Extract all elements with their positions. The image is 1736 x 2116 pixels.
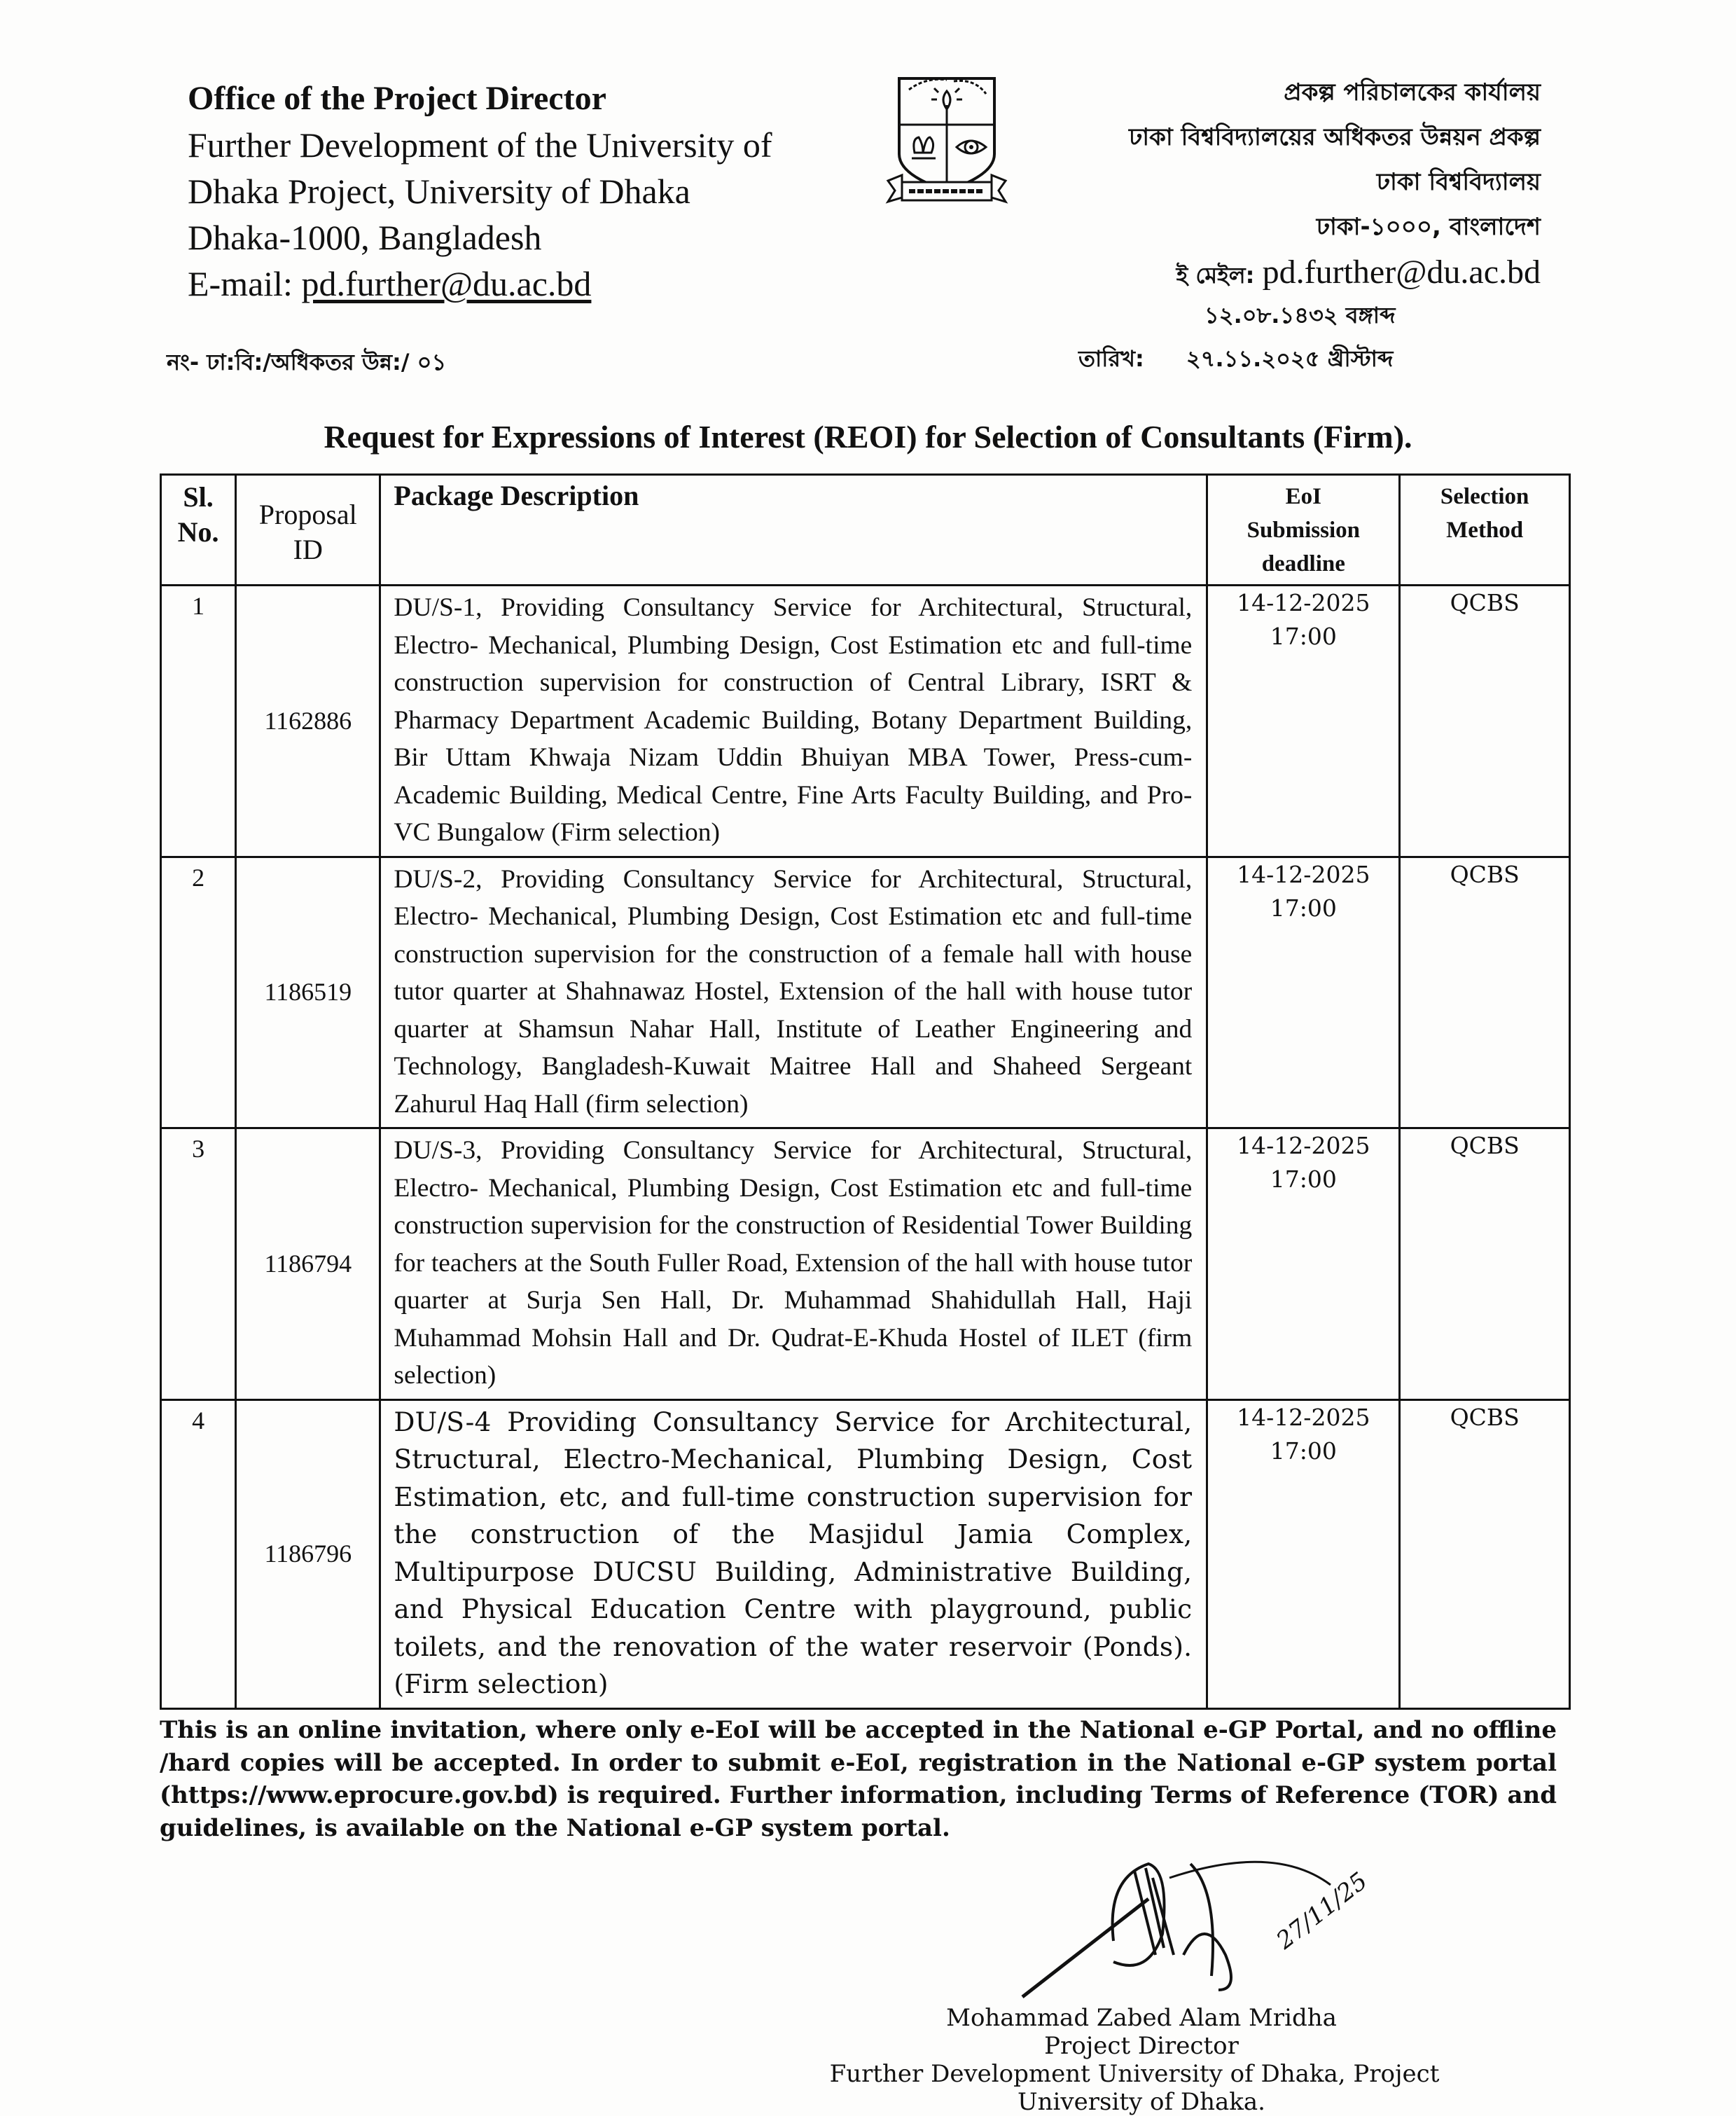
cell-selection-method: QCBS — [1400, 1128, 1570, 1400]
header-proposal-line-2: ID — [293, 533, 323, 565]
header-method-line-1: Selection — [1440, 484, 1529, 509]
cell-proposal-id: 1186796 — [236, 1399, 380, 1708]
cell-package-description: DU/S-3, Providing Consultancy Service for Architectural, Structural, Electro- Mechanical, Plumbing Design, Cost Estimation etc and full-time construction supervision for the construction of Residential Tower Building for teachers at the South Fuller Road, Extension of the hall with house tutor quarter at Surja Sen Hall, Dr. Muhammad Shahidullah Hall, Haji Muhammad Mohsin Hall and Dr. Qudrat-E-Khuda Hostel of ILET (firm selection) — [380, 1128, 1207, 1400]
project-line-1: Further Development of the University of — [188, 125, 772, 165]
email-line — [188, 261, 860, 307]
signatory-organization: Further Development University of Dhaka, Project — [829, 2060, 1440, 2088]
header-proposal-line-1: Proposal — [258, 498, 357, 530]
cell-sl-no: 4 — [161, 1399, 236, 1708]
deadline-time: 17:00 — [1270, 623, 1337, 650]
email-label-bn: ই মেইল: — [1176, 262, 1263, 289]
cell-eoi-deadline — [1207, 857, 1400, 1128]
date-bengali-calendar: ১২.০৮.১৪৩২ বঙ্গাব্দ — [1204, 302, 1396, 329]
date-label: তারিখ: — [1078, 345, 1144, 372]
date-gregorian-line — [1078, 343, 1393, 374]
cell-sl-no: 1 — [161, 586, 236, 857]
header-sl-line-2: No. — [177, 516, 219, 548]
cell-eoi-deadline — [1207, 1399, 1400, 1708]
office-title-bn: প্রকল্প পরিচালকের কার্যালয় — [1284, 78, 1541, 106]
cell-eoi-deadline — [1207, 586, 1400, 857]
email-line-bn — [1022, 249, 1541, 298]
notice-paragraph: This is an online invitation, where only e-EoI will be accepted in the National e-GP Portal, and no offline /hard copies will be accepted. In order to submit e-EoI, registration in the National e-GP system portal (https://www.eprocure.gov.bd) is required. Further information, including Terms of Reference (TOR) and guidelines, is available on the National e-GP system portal. — [160, 1716, 1557, 1842]
signature-icon — [1008, 1850, 1457, 2004]
deadline-date: 14-12-2025 — [1237, 860, 1370, 888]
project-name-bn: ঢাকা বিশ্ববিদ্যালয়ের অধিকতর উন্নয়ন প্রকল্প — [1129, 123, 1541, 151]
cell-sl-no: 2 — [161, 857, 236, 1128]
header-package-description: Package Description — [380, 475, 1207, 586]
email-link-bn[interactable]: pd.further@du.ac.bd — [1262, 254, 1541, 291]
cell-package-description: DU/S-4 Providing Consultancy Service for Architectural, Structural, Electro-Mechanical, Plumbing Design, Cost Estimation, etc, and full-time construction supervision for the construction of the Masjidul Jamia Complex, Multipurpose DUCSU Building, Administrative Building, and Physical Education Centre with playground, public toilets, and the renovation of the water reservoir (Ponds). (Firm selection) — [380, 1399, 1207, 1708]
document-title: Request for Expressions of Interest (REOI) for Selection of Consultants (Firm). — [324, 419, 1412, 455]
header-deadline-line-3: deadline — [1261, 551, 1345, 576]
email-link[interactable]: pd.further@du.ac.bd — [301, 264, 592, 303]
signatory-name: Mohammad Zabed Alam Mridha — [946, 2004, 1337, 2032]
cell-proposal-id: 1186519 — [236, 857, 380, 1128]
header-sl-no — [161, 475, 236, 586]
email-label: E-mail: — [188, 264, 302, 303]
handwritten-signature — [1008, 1850, 1457, 2004]
cell-sl-no: 3 — [161, 1128, 236, 1400]
cell-package-description: DU/S-2, Providing Consultancy Service for Architectural, Structural, Electro- Mechanical, Plumbing Design, Cost Estimation etc and full-time construction supervision for the construction of a female hall with house tutor quarter at Shahnawaz Hostel, Extension of the hall with house tutor quarter at Shamsun Nahar Hall, Institute of Leather Engineering and Technology, Bangladesh-Kuwait Maitree Hall and Shaheed Sergeant Zahurul Haq Hall (firm selection) — [380, 857, 1207, 1128]
deadline-time: 17:00 — [1270, 1166, 1337, 1193]
cell-proposal-id: 1186794 — [236, 1128, 380, 1400]
deadline-date: 14-12-2025 — [1237, 1403, 1370, 1431]
header-deadline-line-2: Submission — [1247, 518, 1361, 543]
deadline-date: 14-12-2025 — [1237, 1132, 1370, 1159]
deadline-date: 14-12-2025 — [1237, 589, 1370, 616]
university-logo — [884, 70, 1010, 210]
cell-proposal-id: 1162886 — [236, 586, 380, 857]
cell-package-description: DU/S-1, Providing Consultancy Service for Architectural, Structural, Electro- Mechanical, Plumbing Design, Cost Estimation etc and full-time construction supervision for construction of Central Library, ISRT & Pharmacy Department Academic Building, Botany Department Building, Bir Uttam Khwaja Nizam Uddin Bhuiyan MBA Tower, Press-cum- Academic Building, Medical Centre, Fine Arts Faculty Building, and Pro-VC Bungalow (Firm selection) — [380, 586, 1207, 857]
header-eoi-deadline — [1207, 475, 1400, 586]
address-bn: ঢাকা-১০০০, বাংলাদেশ — [1316, 213, 1541, 241]
reoi-table — [160, 473, 1571, 1710]
signatory-block — [812, 2004, 1471, 2116]
header-sl-line-1: Sl. — [183, 481, 214, 513]
project-line-2: Dhaka Project, University of Dhaka — [188, 172, 690, 211]
crest-icon — [884, 70, 1010, 210]
table-row — [161, 857, 1570, 1128]
address-line: Dhaka-1000, Bangladesh — [188, 218, 542, 257]
table-row — [161, 586, 1570, 857]
signatory-university: University of Dhaka. — [1018, 2088, 1265, 2116]
letterhead-english — [188, 76, 860, 307]
cell-selection-method: QCBS — [1400, 586, 1570, 857]
office-title: Office of the Project Director — [188, 80, 606, 117]
letterhead-bengali — [1022, 70, 1541, 298]
cell-selection-method: QCBS — [1400, 857, 1570, 1128]
table-row — [161, 1128, 1570, 1400]
table-header-row — [161, 475, 1570, 586]
deadline-time: 17:00 — [1270, 894, 1337, 922]
university-bn: ঢাকা বিশ্ববিদ্যালয় — [1376, 168, 1541, 196]
deadline-time: 17:00 — [1270, 1437, 1337, 1465]
header-deadline-line-1: EoI — [1285, 484, 1321, 509]
header-method-line-2: Method — [1446, 518, 1524, 543]
table-row — [161, 1399, 1570, 1708]
signature-handwritten-date: 27/11/25 — [1271, 1867, 1373, 1955]
header-selection-method — [1400, 475, 1570, 586]
cell-selection-method: QCBS — [1400, 1399, 1570, 1708]
cell-eoi-deadline — [1207, 1128, 1400, 1400]
date-gregorian: ২৭.১১.২০২৫ খ্রীস্টাব্দ — [1186, 345, 1394, 372]
reference-number: নং- ঢা:বি:/অধিকতর উন্ন:/ ০১ — [167, 349, 447, 375]
header-proposal-id — [236, 475, 380, 586]
signatory-designation: Project Director — [1044, 2032, 1239, 2060]
